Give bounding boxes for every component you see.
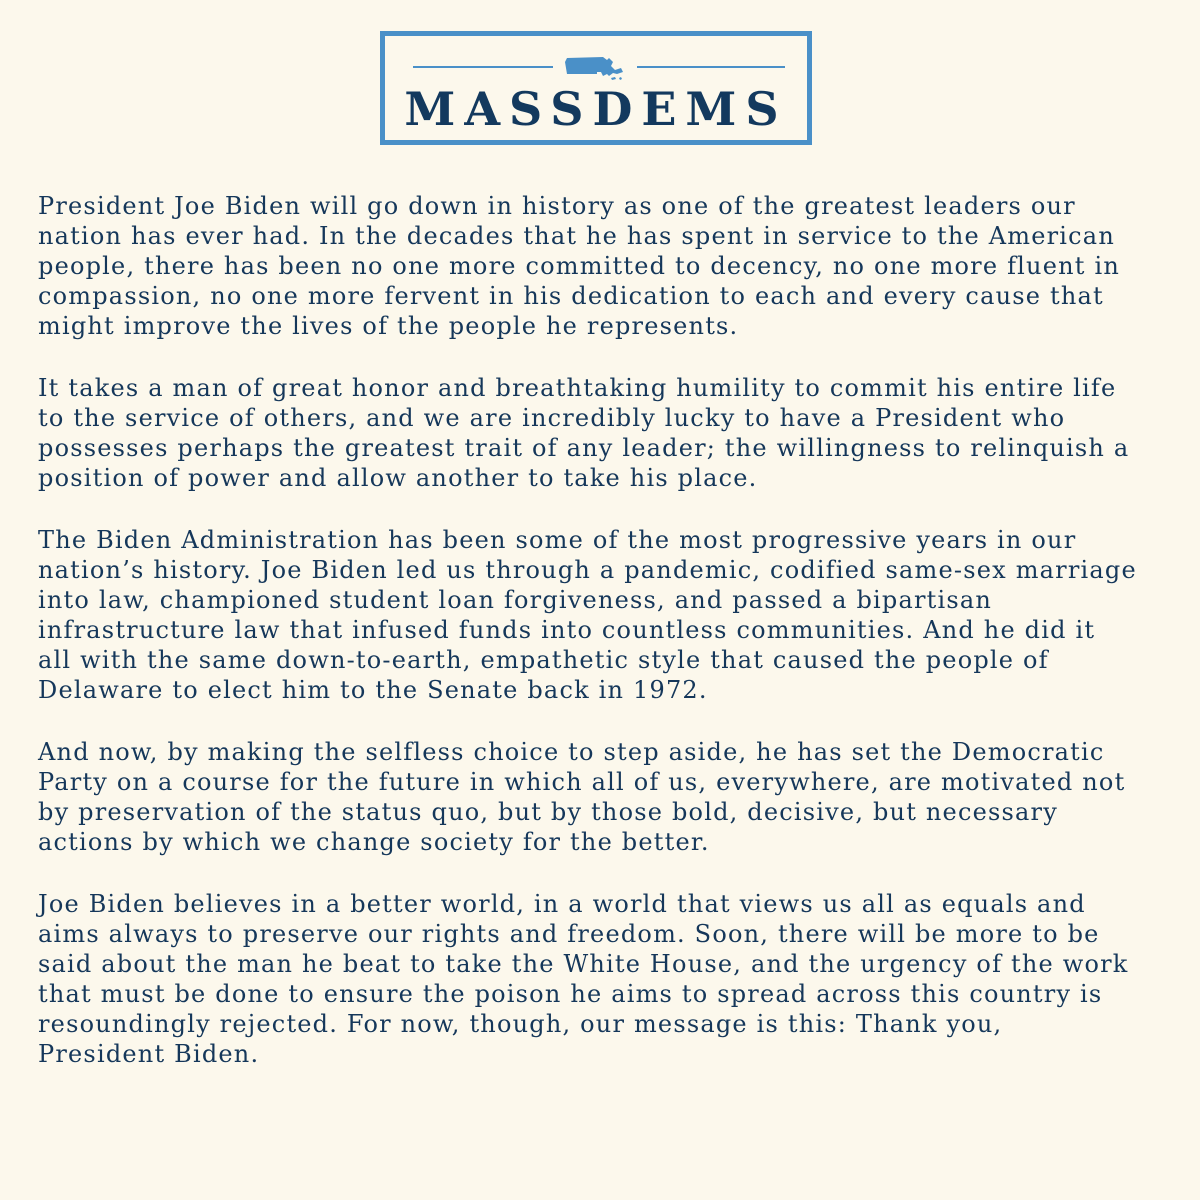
statement-line: that must be done to ensure the poison he aims to spread across this country is <box>38 980 1103 1008</box>
statement-line: all with the same down-to-earth, empathetic style that caused the people of <box>38 646 1049 674</box>
statement-line: It takes a man of great honor and breathtaking humility to commit his entire life <box>38 374 1117 402</box>
statement-line: people, there has been no one more committed to decency, no one more fluent in <box>38 252 1120 280</box>
statement-paragraph <box>38 191 1168 341</box>
statement-line: infrastructure law that infused funds into countless communities. And he did it <box>38 616 1096 644</box>
statement-line: said about the man he beat to take the White House, and the urgency of the work <box>38 950 1129 978</box>
statement-line: possesses perhaps the greatest trait of any leader; the willingness to relinquish a <box>38 434 1130 462</box>
statement-line: by preservation of the status quo, but by those bold, decisive, but necessary <box>38 798 1058 826</box>
statement-line: The Biden Administration has been some of the most progressive years in our <box>38 526 1077 554</box>
statement-line: compassion, no one more fervent in his dedication to each and every cause that <box>38 282 1104 310</box>
statement-line: into law, championed student loan forgiveness, and passed a bipartisan <box>38 586 993 614</box>
statement-line: actions by which we change society for the better. <box>38 828 710 856</box>
logo-rule-right <box>637 66 785 68</box>
massdems-logo <box>380 31 812 145</box>
statement-line: President Biden. <box>38 1040 260 1068</box>
statement-line: President Joe Biden will go down in history as one of the greatest leaders our <box>38 192 1076 220</box>
statement-line: to the service of others, and we are incredibly lucky to have a President who <box>38 404 1066 432</box>
logo-rule-left <box>413 66 553 68</box>
statement-line: Joe Biden believes in a better world, in a world that views us all as equals and <box>38 890 1086 918</box>
logo-wordmark: MASSDEMS <box>404 82 788 136</box>
statement-paragraph <box>38 889 1168 1069</box>
statement-line: nation’s history. Joe Biden led us through a pandemic, codified same-sex marriage <box>38 556 1137 584</box>
statement-line: And now, by making the selfless choice to step aside, he has set the Democratic <box>38 738 1105 766</box>
statement-line: resoundingly rejected. For now, though, our message is this: Thank you, <box>38 1010 1003 1038</box>
statement-line: nation has ever had. In the decades that he has spent in service to the American <box>38 222 1115 250</box>
statement-paragraph <box>38 737 1168 857</box>
statement-line: might improve the lives of the people he represents. <box>38 312 739 340</box>
statement-line: Party on a course for the future in which all of us, everywhere, are motivated not <box>38 768 1126 796</box>
statement-line: aims always to preserve our rights and freedom. Soon, there will be more to be <box>38 920 1100 948</box>
statement-paragraph <box>38 525 1168 705</box>
statement-line: position of power and allow another to take his place. <box>38 464 758 492</box>
statement-paragraph <box>38 373 1168 493</box>
statement-body <box>38 191 1168 1101</box>
statement-line: Delaware to elect him to the Senate back in 1972. <box>38 676 708 704</box>
massachusetts-state-icon <box>563 54 627 82</box>
